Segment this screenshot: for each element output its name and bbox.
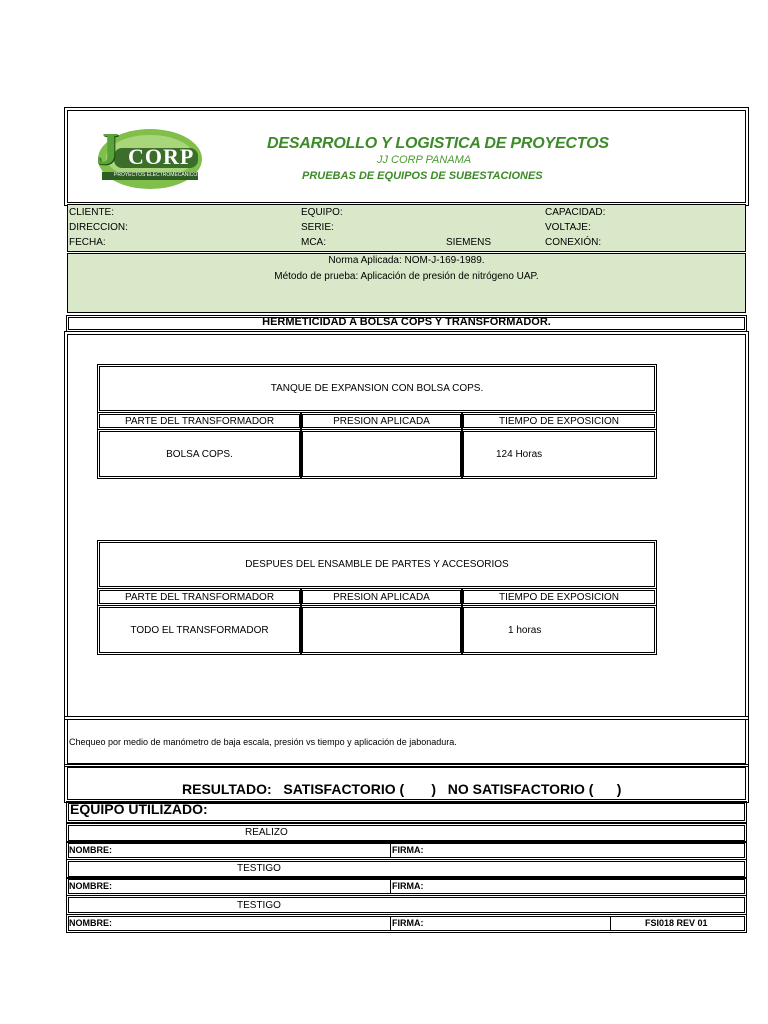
fecha-label: FECHA: [69, 237, 106, 248]
table1-cell-part-text: BOLSA COPS. [166, 448, 233, 460]
direccion-label: DIRECCION: [69, 222, 128, 233]
jcorp-logo [92, 124, 204, 192]
table1-title-text: TANQUE DE EXPANSION CON BOLSA COPS. [270, 383, 484, 394]
client-info-box [67, 204, 746, 252]
table1-cell-time-text: 124 Horas [496, 448, 543, 460]
table1-header-time-text: TIEMPO DE EXPOSICION [498, 415, 620, 427]
resultado-line: RESULTADO: SATISFACTORIO ( ) NO SATISFACTORIO ( ) [182, 781, 622, 797]
table2-header-time-text: TIEMPO DE EXPOSICION [498, 591, 620, 603]
page-title: DESARROLLO Y LOGISTICA DE PROYECTOS [267, 135, 609, 152]
nombre-label-2: NOMBRE: [69, 881, 112, 891]
logo-letter-j: J [96, 123, 119, 174]
realizo-row [68, 825, 745, 841]
table2-cell-part-text: TODO EL TRANSFORMADOR [130, 624, 269, 636]
table2-title-text: DESPUES DEL ENSAMBLE DE PARTES Y ACCESORIOS [245, 559, 509, 570]
doc-code-divider [610, 916, 611, 931]
conexion-label: CONEXIÓN: [545, 237, 602, 248]
signature-row-1-divider [390, 843, 391, 858]
mca-value: SIEMENS [446, 237, 492, 248]
table1-header-part [99, 414, 300, 428]
serie-label: SERIE: [301, 222, 334, 233]
table2-header-pressure [302, 590, 461, 604]
table2-header-time [463, 590, 655, 604]
testigo-row-1 [68, 861, 745, 877]
table1-header-pressure [302, 414, 461, 428]
table2-title [99, 542, 655, 587]
cliente-label: CLIENTE: [69, 207, 115, 218]
table2-cell-time [463, 607, 655, 653]
table1-cell-pressure[interactable] [302, 431, 461, 477]
table1-header-time [463, 414, 655, 428]
table2-header-part-text: PARTE DEL TRANSFORMADOR [124, 591, 275, 603]
table2-header-pressure-text: PRESION APLICADA [333, 591, 430, 603]
mca-label: MCA: [301, 237, 326, 248]
logo-text: CORP [128, 144, 195, 169]
testigo-label-2: TESTIGO [237, 900, 281, 911]
firma-label-2: FIRMA: [392, 881, 424, 891]
testigo-label-1: TESTIGO [237, 863, 281, 874]
table1-cell-time [463, 431, 655, 477]
nombre-label-3: NOMBRE: [69, 918, 112, 928]
table2-cell-part [99, 607, 300, 653]
testigo-row-2 [68, 897, 745, 913]
nombre-label-1: NOMBRE: [69, 845, 112, 855]
chequeo-text: Chequeo por medio de manómetro de baja escala, presión vs tiempo y aplicación de jabonadura. [69, 737, 457, 747]
signature-row-3-divider [390, 916, 391, 931]
section-title: HERMETICIDAD A BOLSA COPS Y TRANSFORMADOR. [262, 316, 551, 328]
table2-cell-pressure[interactable] [302, 607, 461, 653]
company-name: JJ CORP PANAMA [377, 154, 472, 166]
table2-cell-time-text: 1 horas [508, 624, 542, 636]
table1-cell-part [99, 431, 300, 477]
page-subtitle: PRUEBAS DE EQUIPOS DE SUBESTACIONES [302, 170, 543, 182]
firma-label-3: FIRMA: [392, 918, 424, 928]
norma-line-1: Norma Aplicada: NOM-J-169-1989. [328, 255, 485, 266]
firma-label-1: FIRMA: [392, 845, 424, 855]
realizo-label: REALIZO [245, 827, 288, 838]
logo-tagline: PROYECTOS ELECTROMECANICOS [114, 172, 201, 178]
equipo-label: EQUIPO: [301, 207, 343, 218]
doc-code: FSI018 REV 01 [645, 918, 708, 928]
voltaje-label: VOLTAJE: [545, 222, 591, 233]
capacidad-label: CAPACIDAD: [545, 207, 606, 218]
signature-row-2-divider [390, 879, 391, 894]
table1-header-pressure-text: PRESION APLICADA [333, 415, 430, 427]
table1-title [99, 366, 655, 411]
equipo-utilizado-label: EQUIPO UTILIZADO: [70, 801, 208, 817]
table2-header-part [99, 590, 300, 604]
norma-line-2: Método de prueba: Aplicación de presión de nitrógeno UAP. [274, 271, 539, 282]
table1-header-part-text: PARTE DEL TRANSFORMADOR [124, 415, 275, 427]
